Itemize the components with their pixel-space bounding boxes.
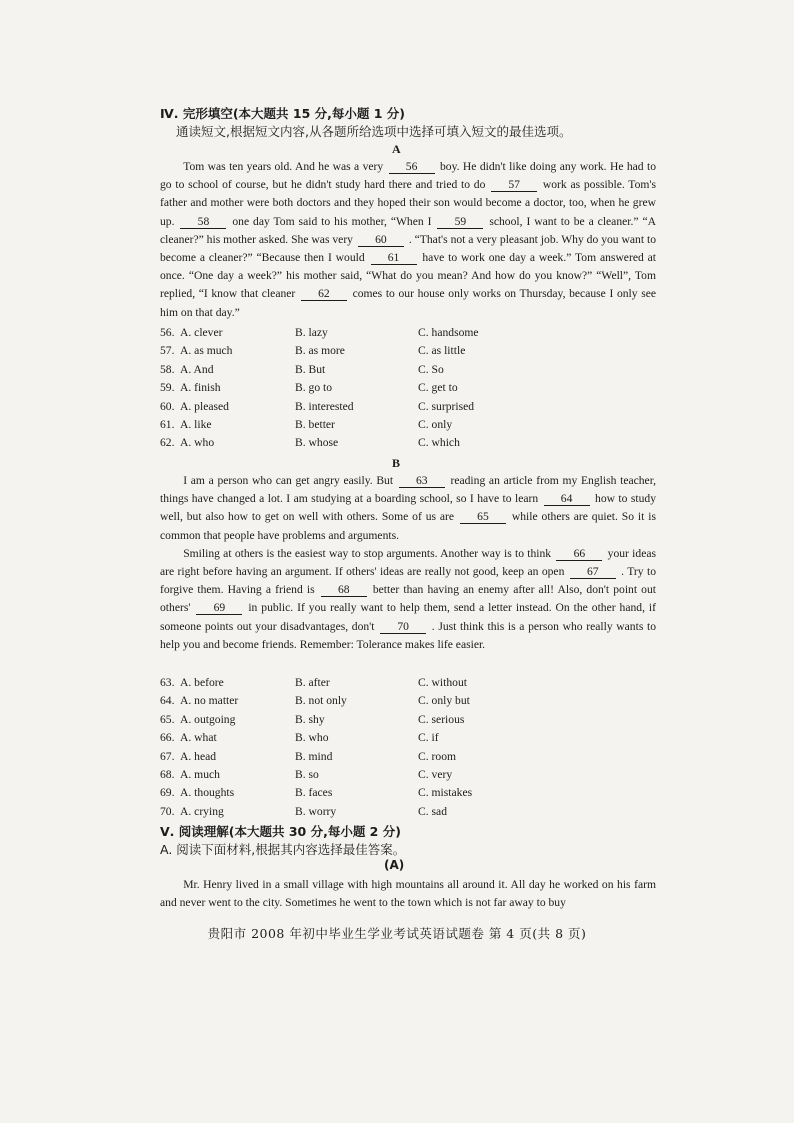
blank-58: 58: [180, 215, 226, 229]
question-number: 65.: [160, 712, 175, 726]
passage-text: reading an article from my English teacher, things have changed a lot. I am studying at a boarding school, so I have to learn: [160, 474, 656, 506]
option-b: B. lazy: [295, 326, 328, 339]
blank-69: 69: [196, 601, 242, 615]
option-b: B. shy: [295, 712, 325, 726]
option-a: A. And: [180, 362, 214, 376]
option-a: A. pleased: [180, 399, 229, 413]
option-b: B. as more: [295, 344, 345, 358]
option-c: C. So: [418, 362, 444, 376]
option-c: C. mistakes: [418, 786, 473, 800]
question-number: 61.: [160, 417, 175, 431]
passage-text: I am a person who can get angry easily. But: [183, 474, 397, 487]
question-number: 63.: [160, 676, 175, 689]
option-a: A. much: [180, 767, 220, 781]
blank-60: 60: [358, 233, 404, 247]
option-b: B. mind: [295, 749, 333, 763]
option-b: B. interested: [295, 399, 354, 413]
question-number: 70.: [160, 804, 175, 818]
reading-a-text: [160, 876, 656, 912]
option-b: B. better: [295, 417, 335, 431]
option-a: A. like: [180, 417, 212, 431]
passage-b: [160, 472, 656, 654]
question-number: 62.: [160, 436, 175, 450]
option-b: B. faces: [295, 786, 333, 800]
option-c: C. as little: [418, 344, 466, 358]
passage-text: boy. He didn't like doing any work. He had to go to school of course, but he didn't study hard there and tried to do: [160, 160, 656, 192]
passage-a-letter: A: [392, 142, 401, 156]
option-b: B. worry: [295, 804, 337, 818]
passage-text: your ideas are right before having an argument. If others' ideas are really not good, keep an open: [160, 546, 657, 579]
blank-61: 61: [371, 251, 417, 265]
passage-b-paragraph-1: [160, 472, 656, 545]
option-a: A. who: [180, 436, 215, 450]
question-number: 59.: [160, 381, 175, 395]
passage-a: [160, 158, 656, 322]
passage-text: have to work one day a week.” Tom answered at once. “One day a week?” his mother said, “What do you mean? And how do you know?” “Well”, Tom replied, “I know that cleaner: [160, 251, 656, 301]
option-c: C. if: [418, 731, 439, 745]
blank-56: 56: [389, 160, 435, 174]
blank-68: 68: [321, 583, 367, 597]
section-4-instruction: 通读短文,根据短文内容,从各题所给选项中选择可填入短文的最佳选项。: [176, 124, 572, 139]
page-footer: 贵阳市 2008 年初中毕业生学业考试英语试题卷 第 4 页(共 8 页): [207, 926, 587, 941]
question-number: 69.: [160, 786, 175, 800]
option-a: A. as much: [180, 344, 233, 358]
option-c: C. room: [418, 749, 457, 763]
passage-text: in public. If you really want to help them, send a letter instead. On the other hand, if someone points out your disadvantages, don't: [160, 601, 656, 633]
option-a: A. no matter: [180, 694, 239, 708]
passage-text: while others are quiet. So it is common that people have problems and arguments.: [160, 510, 656, 542]
option-a: A. thoughts: [180, 786, 235, 800]
blank-65: 65: [460, 510, 506, 524]
option-c: C. very: [418, 767, 453, 781]
option-a: A. clever: [180, 326, 223, 339]
question-number: 56.: [160, 326, 175, 339]
passage-text: Mr. Henry lived in a small village with high mountains all around it. All day he worked on his farm and never went to the city. Sometimes he went to the town which is not far away to buy: [160, 878, 656, 910]
option-c: C. only but: [418, 694, 470, 708]
question-number: 64.: [160, 694, 175, 708]
blank-63: 63: [399, 474, 445, 488]
option-c: C. which: [418, 436, 460, 450]
question-number: 67.: [160, 749, 175, 763]
option-b: B. after: [295, 676, 330, 689]
option-a: A. before: [180, 676, 224, 689]
passage-text: school, I want to be a cleaner.” “A cleaner?” his mother asked. She was very: [160, 214, 656, 246]
passage-text: comes to our house only works on Thursday, because I only see him on that day.”: [160, 287, 656, 319]
option-c: C. without: [418, 676, 467, 689]
option-c: C. serious: [418, 712, 465, 726]
blank-64: 64: [544, 492, 590, 506]
blank-62: 62: [301, 287, 347, 301]
passage-text: one day Tom said to his mother, “When I: [228, 214, 436, 228]
option-a: A. what: [180, 731, 217, 745]
passage-text: Smiling at others is the easiest way to stop arguments. Another way is to think: [183, 546, 555, 560]
passage-text: how to study well, but also how to get on well with others. Some of us are: [160, 492, 656, 524]
option-a: A. finish: [180, 381, 221, 395]
section-4-title: Ⅳ. 完形填空(本大题共 15 分,每小题 1 分): [160, 106, 406, 121]
option-c: C. only: [418, 417, 453, 431]
option-b: B. so: [295, 767, 319, 781]
passage-text: better than having an enemy after all! Also, don't point out others': [160, 583, 656, 615]
passage-text: work as possible. Tom's father and mother were both doctors and they hoped their son would become a doctor, too, when he grew up.: [160, 178, 656, 228]
blank-70: 70: [380, 620, 426, 634]
question-number: 60.: [160, 399, 175, 413]
passage-a-paragraph: [160, 158, 656, 322]
option-b: B. not only: [295, 694, 347, 708]
option-c: C. handsome: [418, 326, 479, 339]
blank-66: 66: [556, 547, 602, 561]
passage-b-letter: B: [392, 456, 401, 470]
passage-text: . “That's not a very pleasant job. Why do you want to become a cleaner?” “Because then I would: [160, 232, 656, 265]
option-b: B. who: [295, 731, 329, 745]
reading-a-label: (A): [384, 858, 405, 872]
passage-text: . Just think this is a person who really wants to help you and become friends. Remember: Tolerance makes life easier.: [160, 619, 656, 651]
option-c: C. surprised: [418, 399, 475, 413]
section-5-instruction: A. 阅读下面材料,根据其内容选择最佳答案。: [160, 842, 406, 857]
passage-text: Tom was ten years old. And he was a very: [183, 160, 387, 173]
question-number: 57.: [160, 344, 175, 358]
option-c: C. get to: [418, 381, 458, 395]
option-a: A. head: [180, 749, 217, 763]
reading-a-passage: [160, 876, 656, 912]
option-c: C. sad: [418, 804, 447, 818]
option-b: B. But: [295, 362, 326, 376]
blank-67: 67: [570, 565, 616, 579]
blank-59: 59: [437, 215, 483, 229]
section-5-title: Ⅴ. 阅读理解(本大题共 30 分,每小题 2 分): [160, 824, 401, 839]
option-a: A. crying: [180, 804, 224, 818]
passage-text: . Try to forgive them. Having a friend is: [160, 565, 656, 597]
question-number: 66.: [160, 731, 175, 745]
passage-b-paragraph-2: [160, 545, 656, 654]
option-a: A. outgoing: [180, 712, 236, 726]
option-b: B. go to: [295, 381, 333, 395]
question-number: 58.: [160, 362, 175, 376]
question-number: 68.: [160, 767, 175, 781]
blank-57: 57: [491, 178, 537, 192]
option-b: B. whose: [295, 436, 339, 450]
